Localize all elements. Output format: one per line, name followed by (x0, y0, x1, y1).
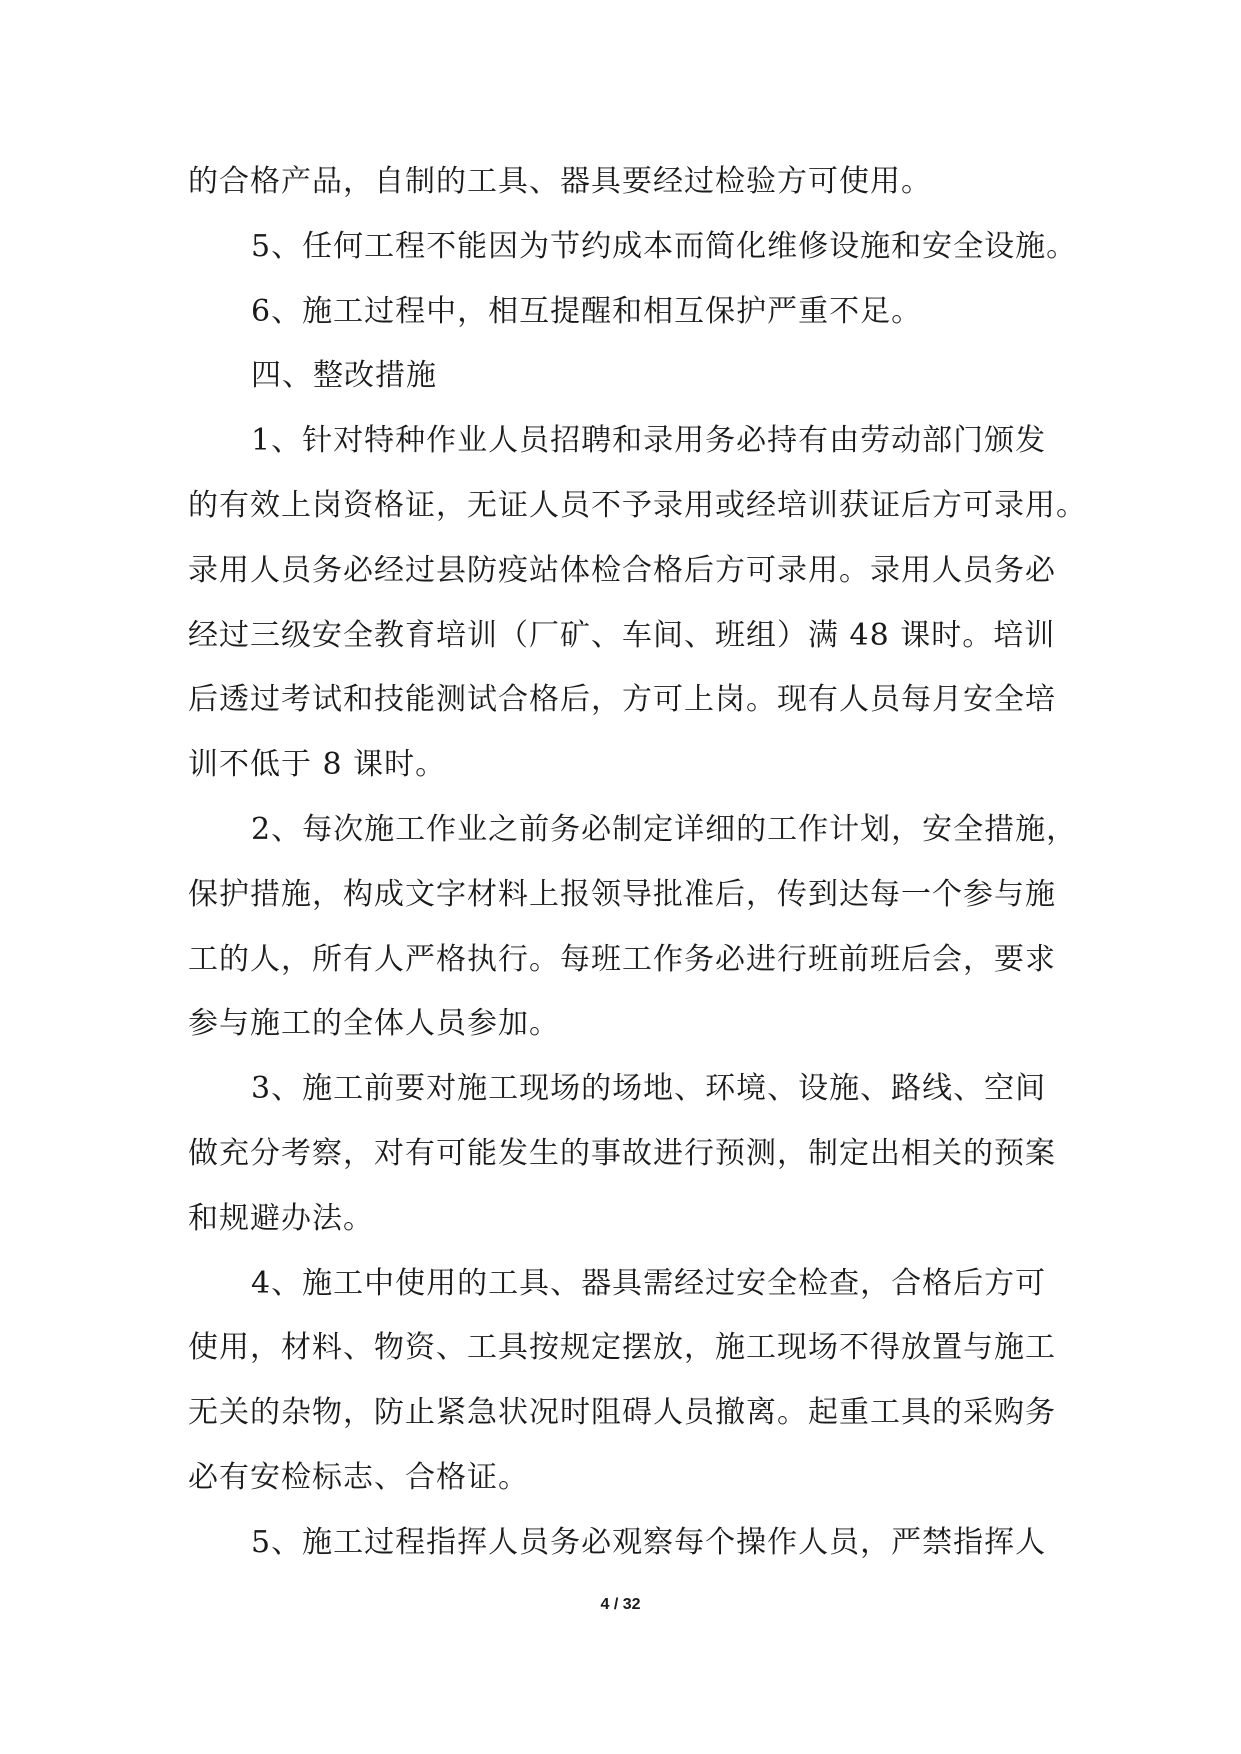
text-line: 5、施工过程指挥人员务必观察每个操作人员，严禁指挥人 (251, 1524, 1047, 1560)
text-line: 2、每次施工作业之前务必制定详细的工作计划，安全措施， (251, 811, 1078, 847)
text-line: 的有效上岗资格证，无证人员不予录用或经培训获证后方可录用。 (188, 487, 1087, 523)
text-line: 6、施工过程中，相互提醒和相互保护严重不足。 (251, 293, 923, 329)
document-body (188, 150, 1087, 1576)
text-line: 使用，材料、物资、工具按规定摆放，施工现场不得放置与施工 (188, 1330, 1056, 1366)
text-line: 的合格产品，自制的工具、器具要经过检验方可使用。 (188, 164, 932, 199)
text-line: 1、针对特种作业人员招聘和录用务必持有由劳动部门颁发 (251, 423, 1047, 459)
text-line: 经过三级安全教育培训（厂矿、车间、班组）满 48 课时。培训 (188, 617, 1056, 653)
text-line: 无关的杂物，防止紧急状况时阻碍人员撤离。起重工具的采购务 (188, 1395, 1056, 1431)
text-line: 录用人员务必经过县防疫站体检合格后方可录用。录用人员务必 (188, 552, 1056, 588)
text-line: 参与施工的全体人员参加。 (188, 1006, 560, 1042)
text-line: 保护措施，构成文字材料上报领导批准后，传到达每一个参与施 (188, 876, 1056, 912)
text-line: 3、施工前要对施工现场的场地、环境、设施、路线、空间 (251, 1071, 1047, 1107)
page-number: 4 / 32 (600, 1596, 641, 1613)
text-line: 5、任何工程不能因为节约成本而简化维修设施和安全设施。 (251, 228, 1078, 264)
text-line: 工的人，所有人严格执行。每班工作务必进行班前班后会，要求 (188, 941, 1056, 977)
text-line: 4、施工中使用的工具、器具需经过安全检查，合格后方可 (251, 1265, 1047, 1301)
text-line: 必有安检标志、合格证。 (188, 1459, 529, 1495)
text-line: 训不低于 8 课时。 (188, 747, 447, 783)
text-line: 后透过考试和技能测试合格后，方可上岗。现有人员每月安全培 (188, 682, 1056, 718)
section-heading: 四、整改措施 (251, 358, 437, 394)
text-line: 和规避办法。 (188, 1200, 374, 1236)
text-line: 做充分考察，对有可能发生的事故进行预测，制定出相关的预案 (188, 1135, 1056, 1171)
